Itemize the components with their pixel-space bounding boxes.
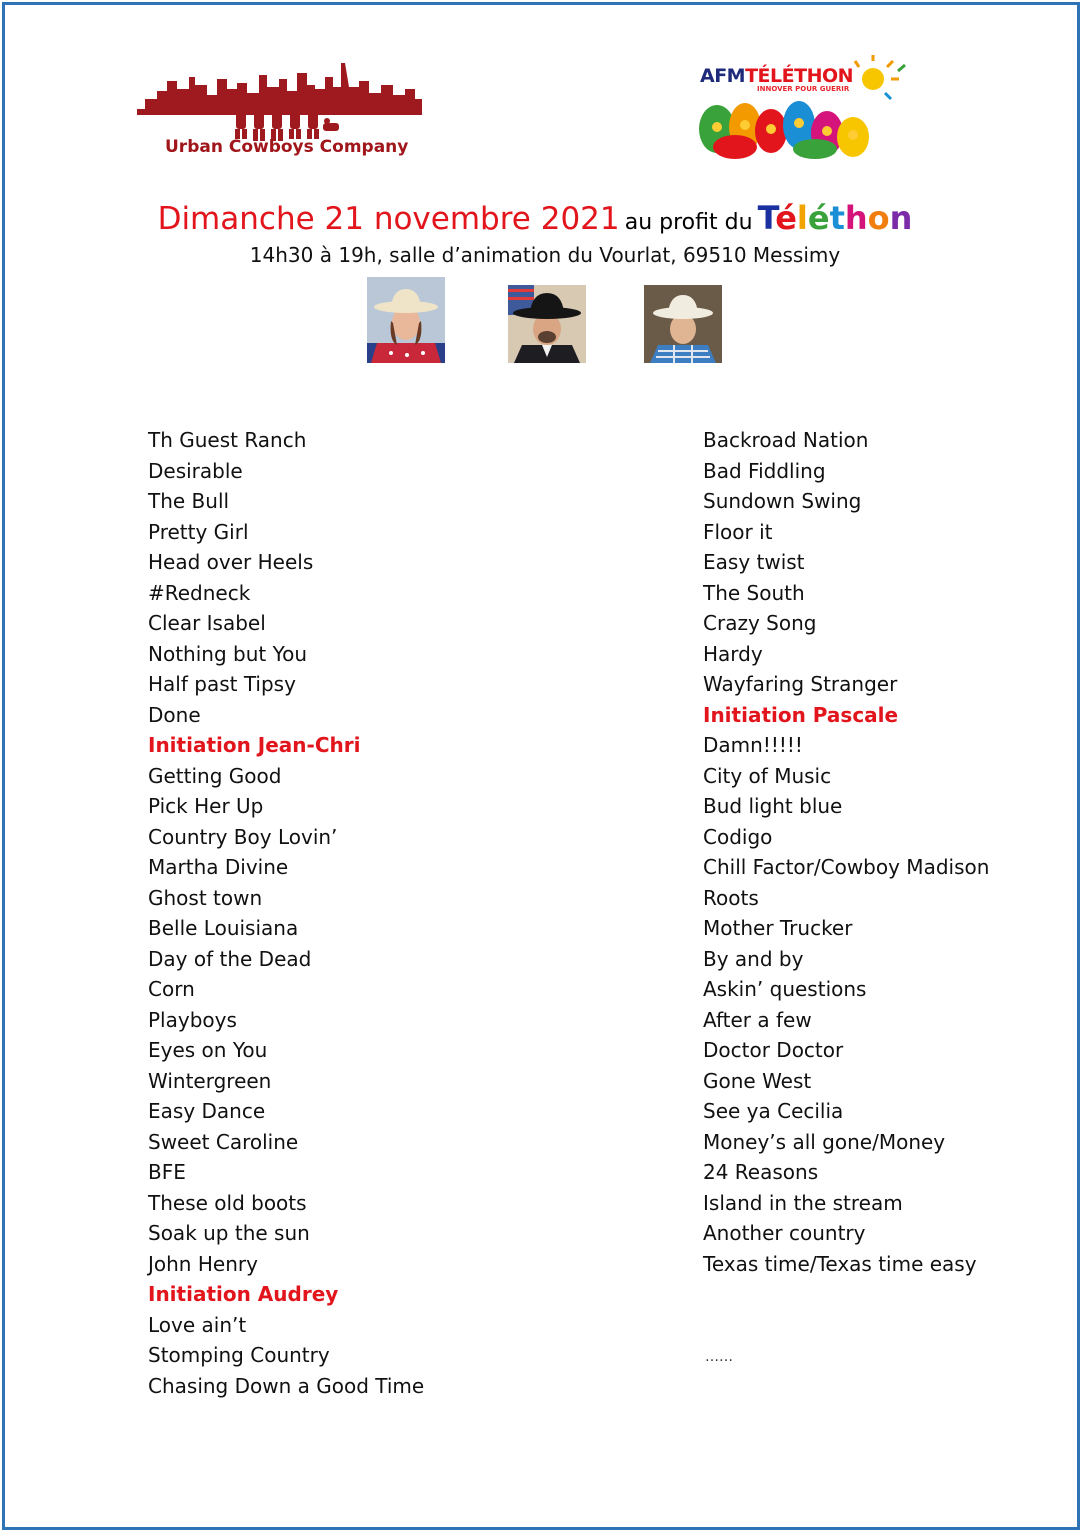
song-item: Stomping Country xyxy=(148,1343,330,1367)
song-item: Codigo xyxy=(703,824,773,849)
song-item: #Redneck xyxy=(148,580,251,605)
song-item: Love ain’t xyxy=(148,1312,247,1337)
song-item: Eyes on You xyxy=(148,1038,268,1062)
initiation-item: Initiation Audrey xyxy=(148,1282,339,1306)
song-item: Wintergreen xyxy=(148,1068,272,1093)
song-item: Done xyxy=(148,702,201,727)
telethon-letter: h xyxy=(844,199,868,237)
song-item: Country Boy Lovin’ xyxy=(148,824,338,849)
song-item: Bad Fiddling xyxy=(703,458,826,483)
song-item: Another country xyxy=(703,1221,866,1245)
song-item: Easy Dance xyxy=(148,1099,266,1123)
song-item: After a few xyxy=(703,1007,812,1032)
song-item: BFE xyxy=(148,1160,186,1184)
songs-left-column xyxy=(148,425,424,1401)
list-continuation-ellipsis: …… xyxy=(705,1349,733,1365)
song-item: John Henry xyxy=(148,1251,258,1276)
song-item: Chasing Down a Good Time xyxy=(148,1373,425,1398)
song-item: Soak up the sun xyxy=(148,1221,310,1245)
song-item: The Bull xyxy=(148,489,230,513)
song-item: Pretty Girl xyxy=(148,519,249,544)
telethon-letter: n xyxy=(889,199,913,237)
song-item: Corn xyxy=(148,977,195,1001)
event-purpose: au profit du xyxy=(624,210,753,235)
song-item: Damn!!!!! xyxy=(703,733,803,757)
telethon-word xyxy=(758,199,913,237)
song-item: City of Music xyxy=(703,763,832,788)
song-item: Chill Factor/Cowboy Madison xyxy=(703,855,990,879)
song-item: Crazy Song xyxy=(703,611,817,635)
song-item: Getting Good xyxy=(148,763,282,788)
song-item: Desirable xyxy=(148,458,243,483)
song-item: Easy twist xyxy=(703,550,805,574)
telethon-letter: é xyxy=(775,199,797,237)
telethon-letter: o xyxy=(867,199,890,237)
initiation-item: Initiation Pascale xyxy=(703,702,899,727)
event-date: Dimanche 21 novembre 2021 xyxy=(157,201,620,237)
song-item: Floor it xyxy=(703,519,773,544)
song-item: Playboys xyxy=(148,1007,237,1032)
song-item: Backroad Nation xyxy=(703,428,869,452)
song-item: Mother Trucker xyxy=(703,916,853,940)
song-item: Pick Her Up xyxy=(148,794,264,818)
song-item: Head over Heels xyxy=(148,550,314,574)
song-item: These old boots xyxy=(148,1190,307,1215)
flyer-page xyxy=(2,2,1080,1530)
song-item: Hardy xyxy=(703,641,763,666)
song-item: Martha Divine xyxy=(148,855,289,879)
song-item: Money’s all gone/Money xyxy=(703,1129,946,1154)
song-item: Clear Isabel xyxy=(148,611,266,635)
urban-cowboys-logo-text: Urban Cowboys Company xyxy=(165,137,409,157)
song-item: Half past Tipsy xyxy=(148,672,296,696)
song-item: See ya Cecilia xyxy=(703,1099,844,1123)
song-item: Wayfaring Stranger xyxy=(703,672,898,696)
song-item: Askin’ questions xyxy=(703,977,867,1001)
song-item: Belle Louisiana xyxy=(148,916,299,940)
song-item: Nothing but You xyxy=(148,641,308,666)
afm-brand-telethon: TÉLÉTHON xyxy=(745,65,854,87)
afm-tagline: INNOVER POUR GUERIR xyxy=(757,85,850,93)
telethon-letter: T xyxy=(757,199,776,237)
song-item: Island in the stream xyxy=(703,1190,903,1215)
song-item: Th Guest Ranch xyxy=(148,428,307,452)
instructor-photo-2 xyxy=(508,285,586,371)
event-details: 14h30 à 19h, salle d’animation du Vourlat, 69510 Messimy xyxy=(249,243,841,267)
telethon-letter: é xyxy=(807,199,830,237)
song-item: 24 Reasons xyxy=(703,1160,819,1184)
telethon-letter: t xyxy=(829,199,845,237)
song-item: The South xyxy=(703,580,805,605)
song-item: Bud light blue xyxy=(703,794,843,818)
song-item: Sweet Caroline xyxy=(148,1129,299,1154)
afm-telethon-brand xyxy=(700,65,853,87)
initiation-item: Initiation Jean-Chri xyxy=(148,733,361,757)
instructor-photo-3 xyxy=(644,285,722,371)
song-item: Texas time/Texas time easy xyxy=(703,1251,977,1276)
song-item: Roots xyxy=(703,885,759,910)
song-item: Day of the Dead xyxy=(148,946,312,971)
song-item: Gone West xyxy=(703,1068,812,1093)
event-headline xyxy=(5,199,1065,237)
song-item: Sundown Swing xyxy=(703,489,862,513)
songs-right-column xyxy=(703,425,989,1279)
song-item: By and by xyxy=(703,946,804,971)
telethon-letter: l xyxy=(796,199,808,237)
instructor-photo-1 xyxy=(367,277,445,363)
song-item: Ghost town xyxy=(148,885,263,910)
afm-brand-afm: AFM xyxy=(700,65,746,87)
song-item: Doctor Doctor xyxy=(703,1038,844,1062)
